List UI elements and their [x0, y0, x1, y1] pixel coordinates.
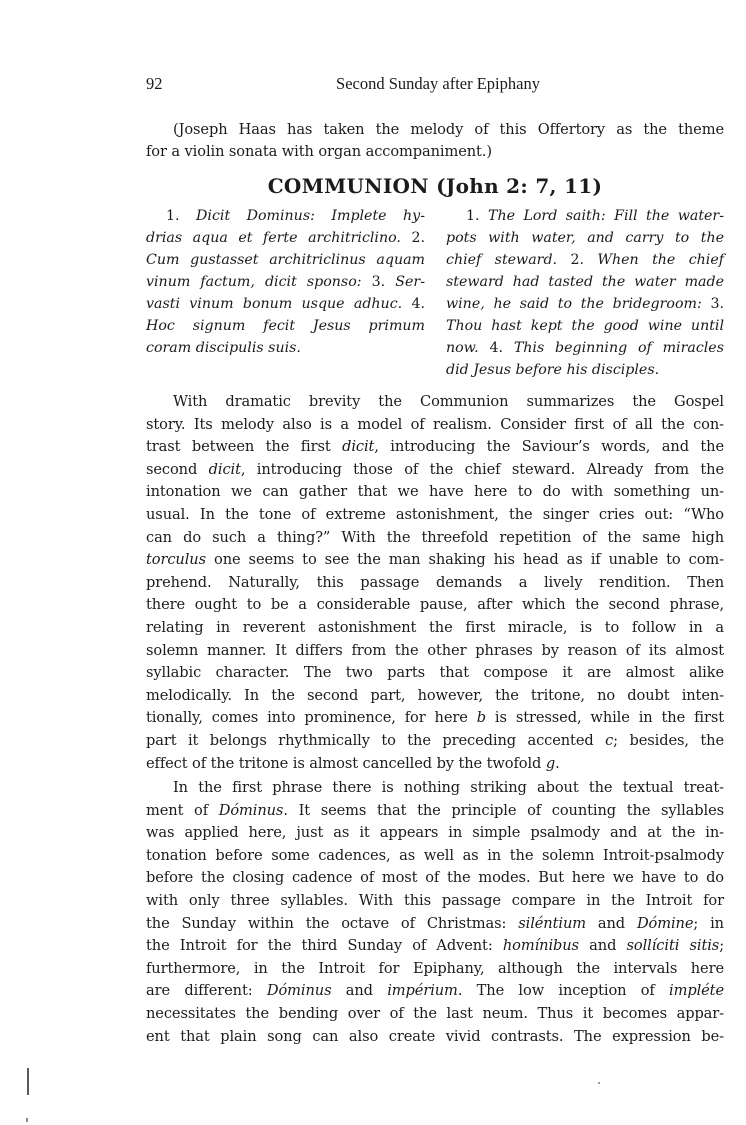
note-line: for a violin sonata with organ accompaniment.): [146, 143, 492, 160]
paragraph-line: prehend. Naturally, this passage demands a lively rendition. Then: [146, 573, 724, 591]
paragraph-line: was applied here, just as it appears in simple psalmody and at the in-: [146, 824, 724, 842]
running-header: [146, 74, 730, 96]
paragraph-line: effect of the tritone is almost cancelled by the twofold g.: [146, 754, 560, 772]
paragraph-line: necessitates the bending over of the last neum. Thus it becomes appar-: [146, 1005, 724, 1022]
paragraph-line: torculus one seems to see the man shaking his head as if unable to com-: [146, 551, 724, 569]
paragraph-line: with only three syllables. With this passage compare in the Introit for: [146, 892, 724, 909]
paragraph-line: With dramatic brevity the Communion summarizes the Gospel: [173, 393, 724, 410]
running-title: Second Sunday after Epiphany: [336, 74, 540, 93]
paragraph-line: before the closing cadence of most of the modes. But here we have to do: [146, 869, 724, 887]
latin-line: vinum factum, dicit sponso: 3. Ser-: [146, 274, 425, 290]
english-line: wine, he said to the bridegroom: 3.: [446, 296, 724, 312]
paragraph-line: the Sunday within the octave of Christmas: siléntium and Dómine; in: [146, 914, 724, 932]
latin-line: Hoc signum fecit Jesus primum: [146, 318, 425, 334]
scan-speck: [26, 1118, 28, 1122]
paragraph-line: ent that plain song can also create vivid contrasts. The expression be-: [146, 1027, 724, 1045]
paragraph-line: second dicit, introducing those of the chief steward. Already from the: [146, 460, 725, 478]
english-line: chief steward. 2. When the chief: [446, 252, 724, 268]
english-line: pots with water, and carry to the: [446, 230, 724, 246]
paragraph-line: relating in reverent astonishment the first miracle, is to follow in a: [146, 619, 724, 636]
latin-line: vasti vinum bonum usque adhuc. 4.: [146, 296, 425, 312]
latin-line: 1. Dicit Dominus: Implete hy-: [166, 208, 425, 224]
english-line: 1. The Lord saith: Fill the water-: [466, 208, 724, 224]
english-line: steward had tasted the water made: [446, 274, 724, 290]
paragraph-line: ment of Dóminus. It seems that the principle of counting the syllables: [146, 801, 725, 819]
paragraph-line: are different: Dóminus and impérium. The low inception of impléte: [146, 982, 724, 1000]
paragraph-line: solemn manner. It differs from the other phrases by reason of its almost: [146, 641, 724, 659]
paragraph-line: furthermore, in the Introit for Epiphany, although the intervals here: [146, 959, 724, 977]
paragraph-line: there ought to be a considerable pause, after which the second phrase,: [146, 596, 724, 614]
latin-line: Cum gustasset architriclinus aquam: [146, 252, 425, 268]
latin-line: drias aqua et ferte architriclino. 2.: [146, 230, 425, 246]
paragraph-line: usual. In the tone of extreme astonishment, the singer cries out: “Who: [146, 506, 724, 523]
paragraph-line: can do such a thing?” With the threefold repetition of the same high: [146, 528, 724, 546]
note-line: (Joseph Haas has taken the melody of this Offertory as the theme: [173, 121, 724, 138]
paragraph-line: intonation we can gather that we have here to do with something un-: [146, 483, 724, 501]
paragraph-line: the Introit for the third Sunday of Advent: homínibus and sollíciti sitis;: [146, 937, 725, 955]
english-line: now. 4. This beginning of miracles: [446, 340, 724, 356]
paragraph-line: tonation before some cadences, as well as in the solemn Introit-psalmody: [146, 846, 724, 864]
section-heading: COMMUNION (John 2: 7, 11): [267, 174, 603, 198]
latin-line: coram discipulis suis.: [146, 340, 301, 356]
scan-speck: [598, 1082, 600, 1084]
english-line: Thou hast kept the good wine until: [446, 318, 724, 334]
paragraph-line: trast between the first dicit, introducing the Saviour’s words, and the: [146, 438, 725, 456]
paragraph-line: part it belongs rhythmically to the preceding accented c; besides, the: [146, 732, 724, 749]
page-number: 92: [146, 74, 163, 93]
paragraph-line: syllabic character. The two parts that compose it are almost alike: [146, 664, 724, 682]
scan-margin-mark: [27, 1068, 29, 1095]
paragraph-line: In the first phrase there is nothing striking about the textual treat-: [173, 779, 724, 796]
paragraph-line: tionally, comes into prominence, for here b is stressed, while in the first: [146, 709, 724, 727]
english-line: did Jesus before his disciples.: [446, 362, 660, 378]
paragraph-line: melodically. In the second part, however, the tritone, no doubt inten-: [146, 686, 724, 704]
paragraph-line: story. Its melody also is a model of realism. Consider first of all the con-: [146, 415, 724, 433]
